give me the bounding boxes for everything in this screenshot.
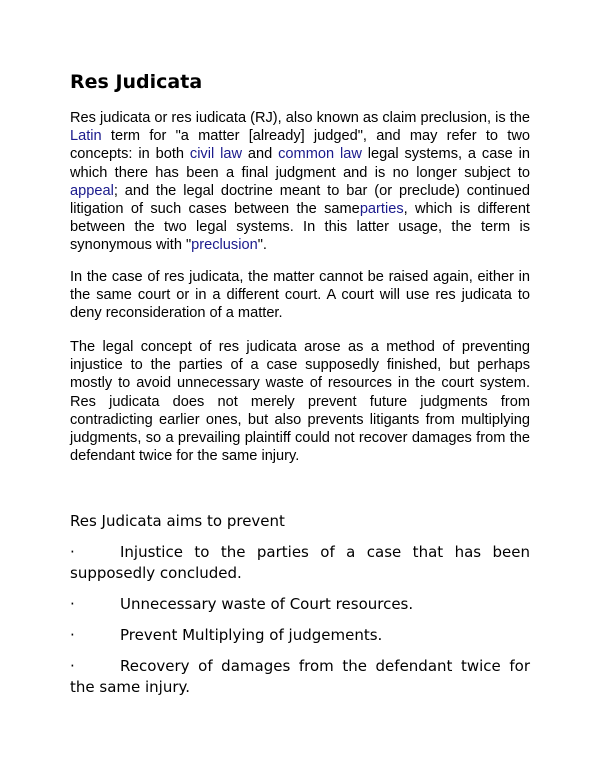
list-intro: Res Judicata aims to prevent	[70, 512, 285, 530]
aims-list	[70, 542, 530, 708]
list-item	[70, 656, 530, 698]
para1-text-3: and	[242, 146, 279, 163]
civil-law-link[interactable]: civil law	[189, 146, 242, 163]
para1-text-2: term for "a matter [already] judged", and may refer to two concepts: in both	[70, 128, 530, 163]
list-item-text: Recovery of damages from the defendant twice for the same injury.	[70, 657, 530, 696]
second-paragraph: In the case of res judicata, the matter cannot be raised again, either in the same court or in a different court. A court will use res judicata to deny reconsideration of a matter.	[70, 269, 530, 322]
preclusion-link[interactable]: preclusion	[191, 237, 258, 254]
list-item	[70, 594, 530, 615]
intro-paragraph	[70, 109, 530, 255]
para1-text-5: ; and the legal doctrine meant to bar (or preclude) continued litigation of such cases between the same	[70, 182, 530, 218]
third-paragraph: The legal concept of res judicata arose as a method of preventing injustice to the parties of a case supposedly finished, but perhaps mostly to avoid unnecessary waste of resources in the court system. Res judicata does not merely prevent future judgments from contradicting earlier ones, but also prevents litigants from multiplying judgments, so a prevailing plaintiff could not recover damages from the defendant twice for the same injury.	[70, 339, 530, 465]
para1-text-1: Res judicata or res iudicata (RJ), also known as claim preclusion, is the	[70, 110, 530, 126]
list-item-text: Injustice to the parties of a case that has been supposedly concluded.	[70, 543, 530, 582]
para1-text-7: ".	[257, 237, 267, 254]
list-item-text: Unnecessary waste of Court resources.	[120, 595, 414, 613]
list-item	[70, 542, 530, 584]
page-title: Res Judicata	[70, 71, 203, 93]
bullet-dot-icon: ·	[70, 657, 75, 675]
para1-text-4: legal systems, a case in which there has been a final judgment and is no longer subject to	[70, 146, 530, 181]
parties-link[interactable]: parties	[359, 201, 404, 218]
common-law-link[interactable]: common law	[278, 146, 362, 163]
bullet-dot-icon: ·	[70, 626, 75, 644]
list-item-text: Prevent Multiplying of judgements.	[120, 626, 383, 644]
latin-link[interactable]: Latin	[70, 128, 102, 145]
bullet-dot-icon: ·	[70, 595, 75, 613]
appeal-link[interactable]: appeal	[70, 182, 114, 199]
para1-text-6: , which is different between the two legal systems. In this latter usage, the term is synonymous with "	[70, 201, 530, 254]
bullet-dot-icon: ·	[70, 543, 75, 561]
list-item	[70, 625, 530, 646]
